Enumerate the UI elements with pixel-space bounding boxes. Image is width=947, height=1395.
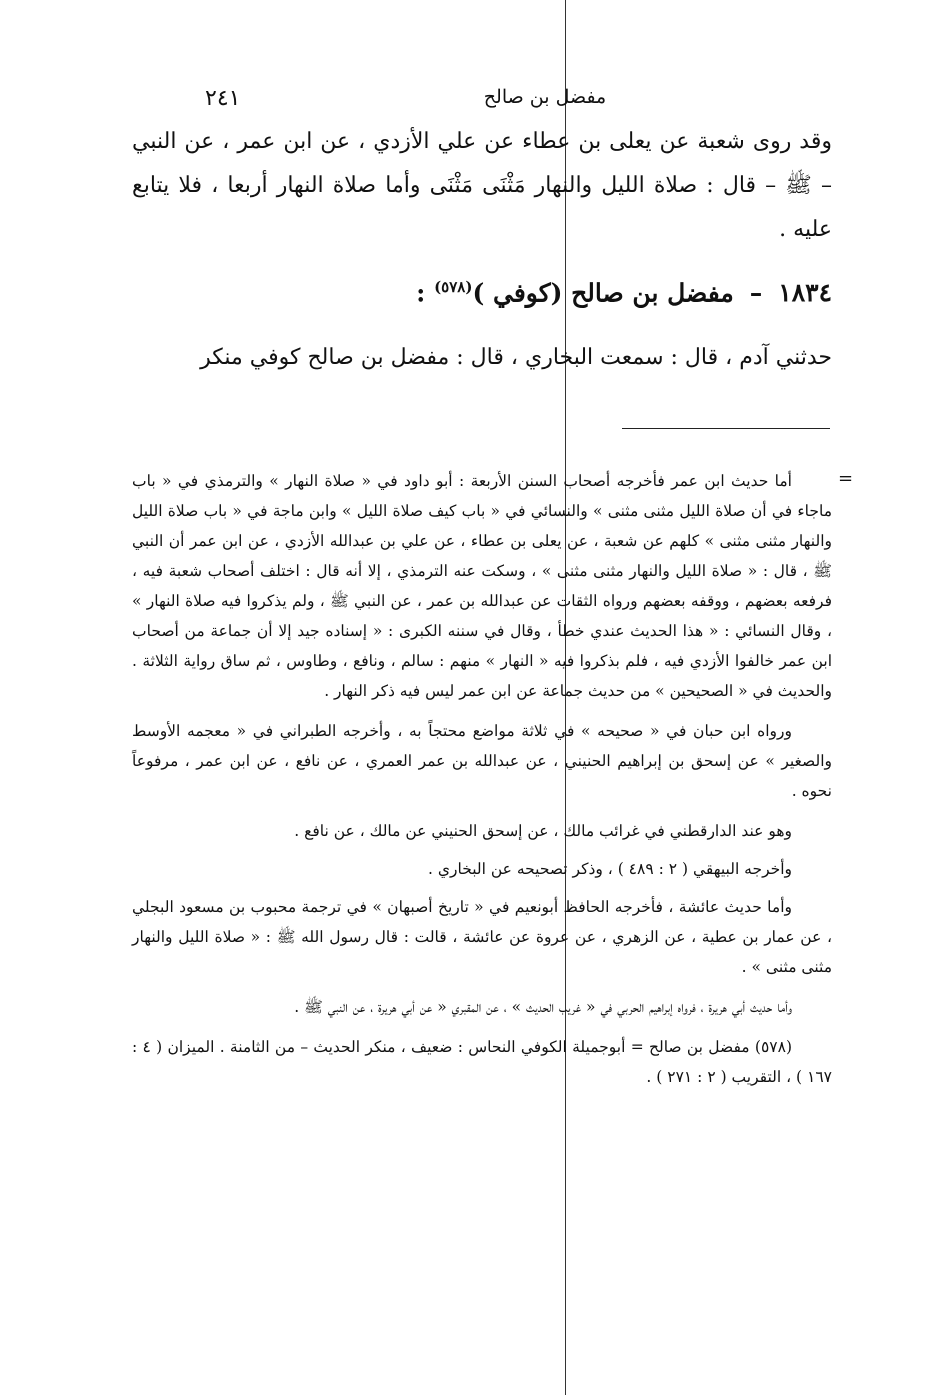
footnote-578: (٥٧٨) مفضل بن صالح = أبوجميلة الكوفي النحاس : ضعيف ، منكر الحديث – من الثامنة . الميزان ( ٤ : ١٦٧ ) ، التقريب ( ٢ : ٢٧١ ) . [132,1038,832,1086]
note-paragraph: وأخرجه البيهقي ( ٢ : ٤٨٩ ) ، وذكر تصحيحه عن البخاري . [428,860,792,878]
entry-number: ١٨٣٤ [778,278,832,308]
footnotes-section [132,466,832,1102]
entry-body: حدثني آدم ، قال : سمعت البخاري ، قال : مفضل بن صالح كوفي منكر [200,345,832,370]
footnote-separator-rule [622,428,830,429]
main-paragraph: وقد روى شعبة عن يعلى بن عطاء عن علي الأزدي ، عن ابن عمر ، عن النبي – ﷺ – قال : صلاة الليل والنهار مَثْنَى مَثْنَى وأما صلاة النهار أربعا ، فلا يتابع عليه . [132,129,832,242]
entry-name: مفضل بن صالح (كوفي ) [472,278,734,308]
main-text [132,120,832,252]
page-number: ٢٤١ [205,86,241,111]
note-paragraph: وأما حديث أبي هريرة ، فرواه إبراهيم الحربي في « غريب الحديث » ، عن المقبري « عن أبي هريرة ، عن النبي ﷺ . [294,998,792,1016]
entry-colon: : [416,278,426,308]
page-header [130,86,830,116]
entry-heading [132,278,832,307]
note-paragraph: وهو عند الدارقطني في غرائب مالك ، عن إسحق الحنيني عن مالك ، عن نافع . [294,822,792,840]
note-paragraph: أما حديث ابن عمر فأخرجه أصحاب السنن الأربعة : أبو داود في « صلاة النهار » والترمذي في « باب ماجاء في أن صلاة الليل مثنى مثنى » والنسائي في « باب كيف صلاة الليل » وابن ماجة في « باب صلاة الليل والنهار مثنى مثنى » كلهم عن شعبة ، عن يعلى بن عطاء ، عن علي بن عبدالله الأزدي ، عن ابن عمر أن النبي ﷺ ، قال : « صلاة الليل والنهار مثنى مثنى » ، وسكت عنه الترمذي ، إلا أنه قال : اختلف أصحاب شعبة فيه ، فرفعه بعضهم ، ووقفه بعضهم ورواه الثقات عن عبدالله بن عمر ، عن النبي ﷺ ، ولم يذكروا فيه صلاة النهار » ، وقال النسائي : « هذا الحديث عندي خطأ ، وقال في سننه الكبرى : « إسناده جيد إلا أن جماعة من أصحاب ابن عمر خالفوا الأزدي فيه ، فلم بذكروا فيه « النهار » منهم : سالم ، ونافع ، وطاوس ، ثم ساق رواية الثلاثة . والحديث في « الصحيحين » من حديث جماعة عن ابن عمر ليس فيه ذكر النهار . [132,472,832,700]
note-paragraph: وأما حديث عائشة ، فأخرجه الحافظ أبونعيم في « تاريخ أصبهان » في ترجمة محبوب بن مسعود البجلي ، عن عمار بن عطية ، عن الزهري ، عن عروة عن عائشة ، قالت : قال رسول الله ﷺ : « صلاة الليل والنهار مثنى مثنى » . [132,898,832,976]
footnote-reference: (٥٧٨) [434,278,473,296]
running-title: مفضل بن صالح [483,86,607,108]
note-paragraph: ورواه ابن حبان في « صحيحه » في ثلاثة مواضع محتجاً به ، وأخرجه الطبراني في « معجمه الأوسط والصغير » عن إسحق بن إبراهيم الحنيني ، عن عبدالله بن عمر العمري ، عن نافع ، عن ابن عمر ، مرفوعاً نحوه . [132,722,832,800]
continuation-marker: = [838,468,854,489]
entry-separator: – [749,278,763,308]
